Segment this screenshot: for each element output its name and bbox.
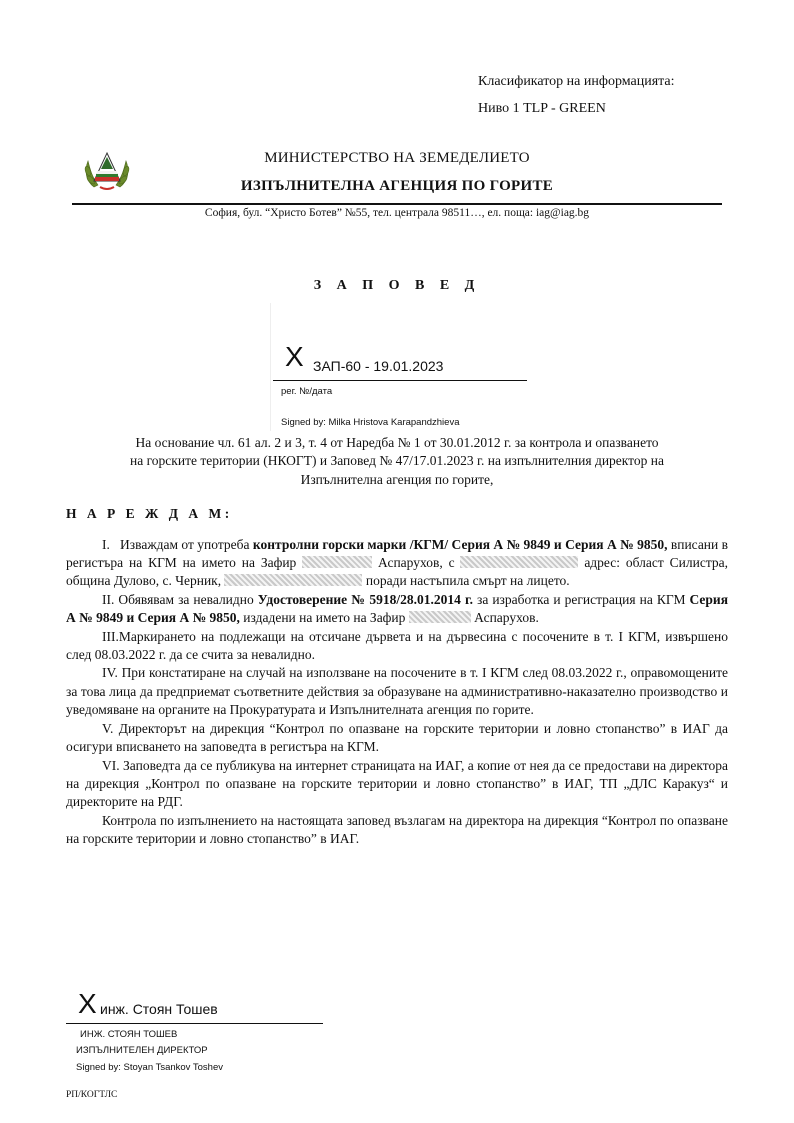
paragraph-2: II. Обявявам за невалидно Удостоверение № 5918/28.01.2014 г. за изработка и регистрация на КГМ Серия А № 9849 и Серия А № 9850, издадени на името на Зафир Аспарухов. (66, 591, 728, 626)
redacted-text (302, 556, 372, 568)
signature-mark: X (285, 341, 304, 372)
agency-name: ИЗПЪЛНИТЕЛНА АГЕНЦИЯ ПО ГОРИТЕ (240, 178, 554, 194)
footer-reference: РП/КОГТЛС (66, 1090, 118, 1100)
basis-line-2: на горските територии (НКОГТ) и Заповед № 47/17.01.2023 г. на изпълнителния директор на (130, 453, 664, 469)
agency-address: София, бул. “Христо Ботев” №55, тел. централа 98511…, ел. поща: iag@iag.bg (204, 207, 590, 219)
signature-line (273, 380, 527, 381)
redacted-text (460, 556, 578, 568)
registration-label: рег. №/дата (281, 386, 333, 397)
signer-name-caps: ИНЖ. СТОЯН ТОШЕВ (80, 1029, 178, 1040)
decree-heading: Н А Р Е Ж Д А М: (66, 506, 233, 522)
director-signature-block[interactable] (66, 988, 324, 1078)
order-body (66, 434, 728, 849)
paragraph-6: VI. Заповедта да се публикува на интернет страницата на ИАГ, а копие от нея да се предостави на директора на дирекция „Контрол по опазване на горските територии и ловно стопанство” в ИАГ, ТП „ДЛС Каракуз“ и директорите на РДГ. (66, 757, 728, 810)
signature-line (66, 1023, 323, 1024)
basis-line-3: Изпълнителна агенция по горите, (300, 471, 494, 487)
paragraph-4: IV. При констатиране на случай на използване на посочените в т. I КГМ след 08.03.2022 г., оправомощените за това лица да предприемат съответните действия за образуване на административно-наказателно производство и уведомяване на органите на Прокуратурата и Изпълнителната агенция по горите. (66, 665, 728, 718)
redacted-text (409, 611, 471, 623)
paragraph-5: V. Директорът на дирекция “Контрол по опазване на горските територии и ловно стопанство” в ИАГ да осигури вписването на заповедта в регистъра на КГМ. (66, 720, 728, 755)
ministry-name: МИНИСТЕРСТВО НА ЗЕМЕДЕЛИЕТО (264, 150, 530, 166)
classifier-level: Ниво 1 TLP - GREEN (478, 101, 606, 116)
redacted-text (224, 574, 362, 586)
signer-position: ИЗПЪЛНИТЕЛЕН ДИРЕКТОР (76, 1045, 208, 1056)
basis-line-1: На основание чл. 61 ал. 2 и 3, т. 4 от Наредба № 1 от 30.01.2012 г. за контрола и опазването (135, 435, 659, 450)
order-title: З А П О В Е Д (313, 278, 481, 293)
classifier-block (478, 68, 675, 122)
signer-name: инж. Стоян Тошев (100, 1001, 218, 1017)
signed-by: Signed by: Milka Hristova Karapandzhieva (281, 417, 460, 428)
control-paragraph: Контрола по изпълнението на настоящата заповед възлагам на директора на дирекция “Контрол по опазване на горските територии и ловно стопанство” в ИАГ. (66, 812, 728, 847)
paragraph-1: I. Изваждам от употреба контролни горски марки /КГМ/ Серия А № 9849 и Серия А № 9850, вписани в регистъра на КГМ на името на Зафир Аспарухов, с адрес: област Силистра, община Дулово, с. Черник, поради настъпила смърт на лицето. (66, 536, 729, 589)
classifier-label: Класификатор на информацията: (478, 74, 675, 89)
signed-by: Signed by: Stoyan Tsankov Toshev (76, 1062, 223, 1073)
header-divider (72, 203, 722, 205)
signature-mark: X (78, 988, 97, 1019)
registration-number: ЗАП-60 - 19.01.2023 (313, 358, 444, 374)
paragraph-3: III.Маркирането на подлежащи на отсичане дървета и на дървесина с посочените в т. I КГМ, извършено след 08.03.2022 г. да се счита за невалидно. (66, 628, 728, 663)
registration-signature-block[interactable] (270, 303, 529, 431)
